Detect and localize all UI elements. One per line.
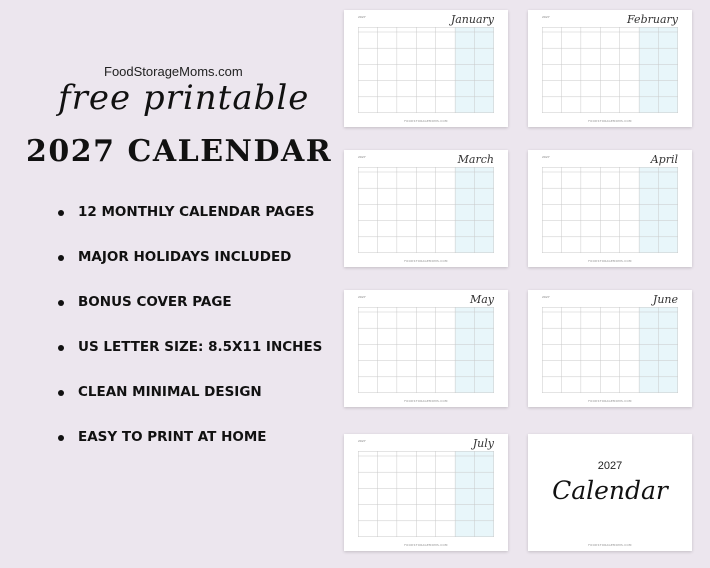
feature-item (40, 339, 322, 384)
page-month: July (472, 437, 494, 450)
bullet-icon (58, 255, 64, 261)
page-month: March (457, 153, 494, 166)
page-footer: FOODSTORAGEMOMS.COM (404, 543, 448, 547)
page-footer: FOODSTORAGEMOMS.COM (404, 119, 448, 123)
bullet-icon (58, 390, 64, 396)
month-grid (358, 27, 494, 113)
main-title: 2027 CALENDAR (26, 134, 333, 169)
month-grid (358, 167, 494, 253)
subtitle-script: free printable (58, 78, 310, 118)
month-grid (542, 307, 678, 393)
month-grid (358, 451, 494, 537)
calendar-page-january (344, 10, 508, 127)
page-year: 2027 (358, 295, 366, 299)
page-month: January (450, 13, 494, 26)
page-footer: FOODSTORAGEMOMS.COM (404, 399, 448, 403)
page-footer: FOODSTORAGEMOMS.COM (588, 543, 632, 547)
calendar-page-june (528, 290, 692, 407)
feature-list (40, 204, 322, 474)
page-footer: FOODSTORAGEMOMS.COM (404, 259, 448, 263)
feature-item (40, 249, 322, 294)
page-year: 2027 (542, 155, 550, 159)
bullet-icon (58, 345, 64, 351)
page-year: 2027 (358, 15, 366, 19)
page-year: 2027 (358, 439, 366, 443)
cover-title: Calendar (552, 476, 668, 505)
page-month: May (469, 293, 494, 306)
page-month: June (652, 293, 678, 306)
feature-item (40, 204, 322, 249)
calendar-page-march (344, 150, 508, 267)
page-year: 2027 (542, 15, 550, 19)
calendar-page-may (344, 290, 508, 407)
bullet-icon (58, 210, 64, 216)
page-month: April (650, 153, 678, 166)
bullet-icon (58, 300, 64, 306)
bullet-icon (58, 435, 64, 441)
feature-item (40, 429, 322, 474)
feature-item (40, 384, 322, 429)
calendar-page-april (528, 150, 692, 267)
page-footer: FOODSTORAGEMOMS.COM (588, 259, 632, 263)
promo-text-panel (0, 0, 340, 568)
page-year: 2027 (358, 155, 366, 159)
calendar-page-july (344, 434, 508, 551)
cover-year: 2027 (597, 460, 623, 472)
feature-text: US LETTER SIZE: 8.5X11 INCHES (78, 339, 323, 355)
site-name: FoodStorageMoms.com (104, 64, 243, 79)
feature-text: MAJOR HOLIDAYS INCLUDED (78, 249, 292, 265)
feature-text: 12 MONTHLY CALENDAR PAGES (78, 204, 315, 220)
month-grid (542, 167, 678, 253)
feature-text: BONUS COVER PAGE (78, 294, 232, 310)
feature-text: CLEAN MINIMAL DESIGN (78, 384, 262, 400)
calendar-cover-page (528, 434, 692, 551)
calendar-page-february (528, 10, 692, 127)
page-month: February (627, 13, 678, 26)
page-year: 2027 (542, 295, 550, 299)
month-grid (358, 307, 494, 393)
feature-text: EASY TO PRINT AT HOME (78, 429, 267, 445)
feature-item (40, 294, 322, 339)
month-grid (542, 27, 678, 113)
page-footer: FOODSTORAGEMOMS.COM (588, 399, 632, 403)
page-footer: FOODSTORAGEMOMS.COM (588, 119, 632, 123)
